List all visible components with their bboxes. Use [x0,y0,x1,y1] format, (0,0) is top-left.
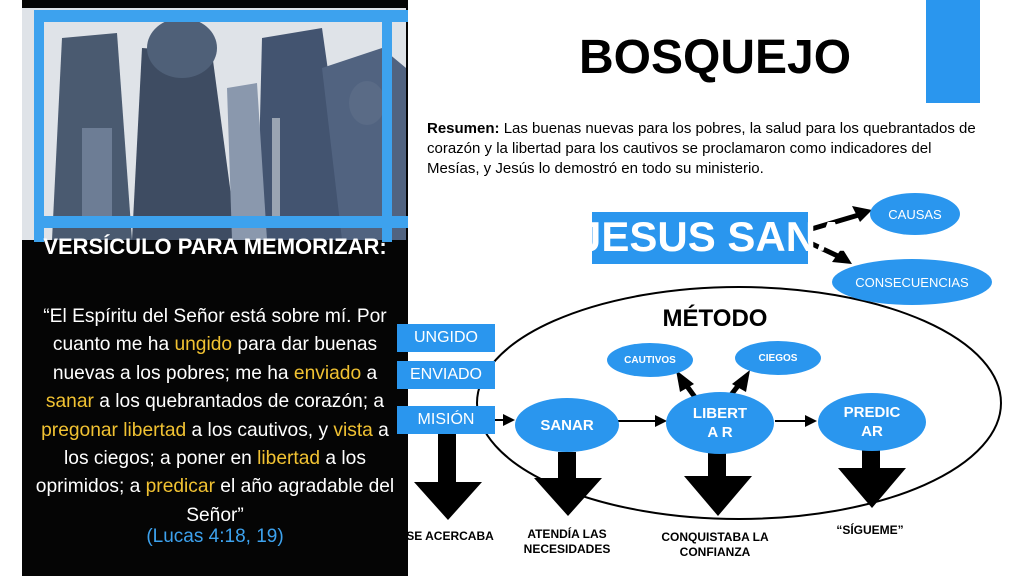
causas-oval [870,193,960,235]
consecuencias-label: CONSECUENCIAS [855,274,969,290]
caption-atendia: ATENDÍA LAS NECESIDADES [523,527,611,556]
down-arrow-1-shaft [438,434,456,484]
consecuencias-oval [832,259,992,305]
central-label: JESUS SANA [578,213,847,260]
metodo-label: MÉTODO [662,305,768,332]
page-title: BOSQUEJO [578,31,852,84]
step-libertar-label: LIBERTA R [692,405,748,441]
cautivos-oval [607,343,693,377]
down-arrow-2-shaft [558,452,576,480]
cautivos-label: CAUTIVOS [624,354,676,366]
verse-highlight-word: vista [333,419,373,441]
step-predicar [818,393,926,451]
causas-label: CAUSAS [888,206,942,222]
down-arrow-2-head [534,478,602,516]
ciegos-oval [735,341,821,375]
summary-label: Resumen: [427,120,500,137]
down-arrow-3-shaft [708,452,726,478]
verse-segment: el año agradable del Señor” [186,476,395,526]
box-mision: MISIÓN [397,406,495,434]
summary-text: Las buenas nuevas para los pobres, la salud para los quebrantados de corazón y la libertad para los cautivos se proclamaron como indicadores del Mesías, y Jesús lo demostró en todo su ministerio. [427,120,976,177]
caption-conquistaba: CONQUISTABA LA CONFIANZA [661,530,769,559]
verse-segment: a los ciegos; a poner en [64,419,389,470]
down-arrow-4-head [838,468,906,508]
central-box [578,212,847,264]
verse-segment: a los quebrantados de corazón; a [93,391,385,413]
verse-highlight-word: pregonar libertad [41,419,187,441]
down-arrow-1-head [414,482,482,520]
verse-highlight-word: ungido [174,334,233,356]
down-arrow-3-head [684,476,752,516]
step-predicar-label: PREDIC AR [843,404,901,440]
ciegos-label: CIEGOS [758,352,798,364]
verse-segment: “El Espíritu del Señor está sobre mí. Por cuanto me ha [43,306,387,356]
verse-reference: (Lucas 4:18, 19) [146,526,284,547]
verse-highlight-word: libertad [257,448,321,470]
verse-highlight-word: sanar [45,391,94,413]
verse-highlight-word: predicar [145,476,215,498]
box-ungido: UNGIDO [397,324,495,352]
verse-highlight-word: enviado [293,362,362,384]
caption-se-acercaba: SE ACERCABA [406,529,494,543]
step-libertar [666,392,774,454]
verse-segment: a los oprimidos; a [35,448,366,498]
arrowhead-sanar [503,414,515,426]
verse-segment: a los cautivos, y [186,419,334,441]
box-enviado: ENVIADO [397,361,495,389]
step-sanar-label: SANAR [540,416,594,434]
down-arrow-4-shaft [862,448,880,470]
arrowhead-predicar [805,415,817,427]
caption-sigueme: “SÍGUEME” [836,523,904,537]
verse-heading: VERSÍCULO PARA MEMORIZAR: [43,234,387,259]
step-sanar [515,398,619,452]
verse-segment: para dar buenas nuevas a los pobres; me ha [52,334,378,384]
verse-segment: a [361,362,378,384]
